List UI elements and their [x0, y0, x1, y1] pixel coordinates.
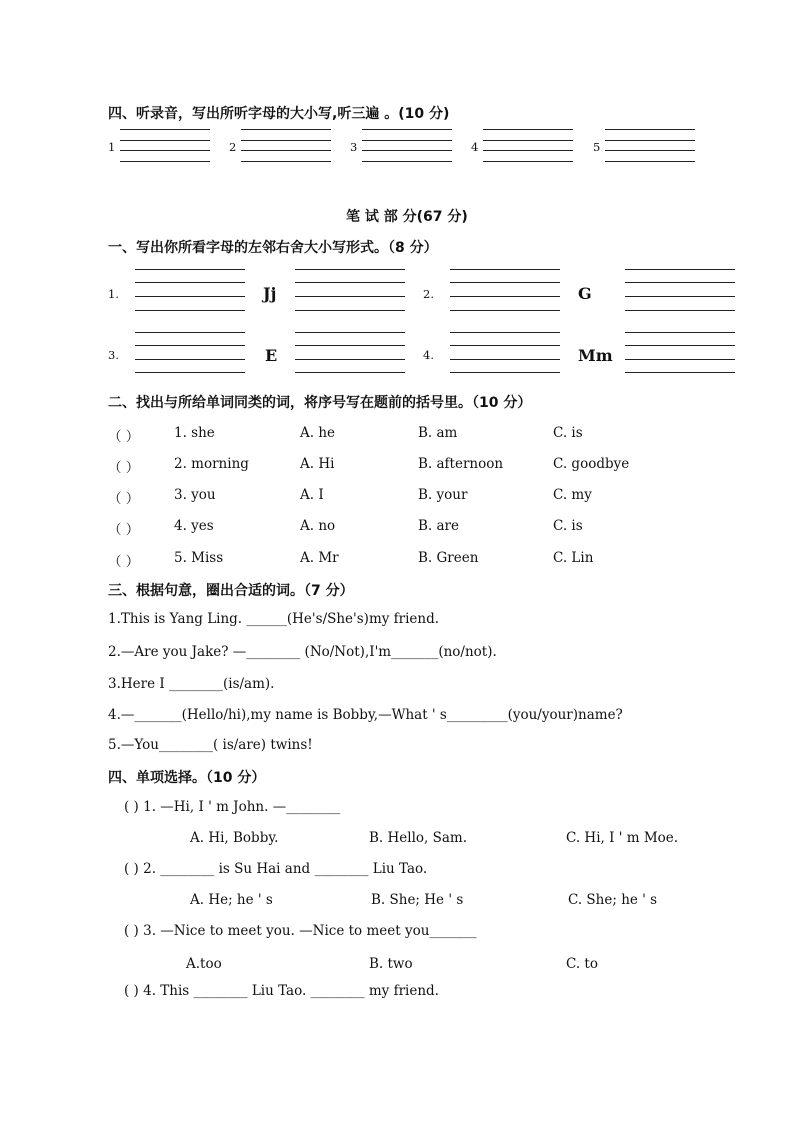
option-a: A. Hi, Bobby. [190, 830, 279, 846]
given-letter: E [265, 346, 278, 365]
option-c: C. is [553, 425, 583, 441]
mc-question: ( ) 2. ________ is Su Hai and ________ Liu Tao. [124, 861, 428, 877]
written-part-title: 笔 试 部 分(67 分) [346, 209, 468, 225]
option-a: A.too [186, 956, 222, 972]
listening-item-number: 4 [471, 140, 479, 154]
given-letter: Jj [263, 284, 277, 303]
option-b: B. She; He ' s [371, 892, 464, 908]
answer-bracket: （ ） [108, 429, 140, 445]
letter-item-number: 3. [108, 348, 119, 362]
mc-question: ( ) 4. This ________ Liu Tao. ________ my friend. [124, 983, 439, 999]
section1-heading: 一、写出你所看字母的左邻右舍大小写形式。（8 分） [108, 240, 438, 256]
option-c: C. to [566, 956, 598, 972]
option-b: B. Hello, Sam. [369, 830, 468, 846]
option-c: C. Hi, I ' m Moe. [566, 830, 679, 846]
option-b: B. two [369, 956, 413, 972]
option-a: A. He; he ' s [190, 892, 273, 908]
question-word: 3. you [174, 487, 216, 503]
option-c: C. my [553, 487, 592, 503]
listening-item-number: 1 [108, 140, 116, 154]
answer-bracket: （ ） [108, 460, 140, 476]
listening-item-number: 2 [229, 140, 237, 154]
option-b: B. your [418, 487, 468, 503]
question-word: 2. morning [174, 456, 249, 472]
letter-item-number: 1. [108, 287, 119, 301]
list-item: 2.—Are you Jake? —________ (No/Not),I'm_______(no/not). [108, 644, 497, 660]
listening-item-number: 5 [593, 140, 601, 154]
option-b: B. Green [418, 550, 479, 566]
option-c: C. goodbye [553, 456, 630, 472]
option-a: A. he [300, 425, 336, 441]
letter-item-number: 4. [423, 348, 434, 362]
option-b: B. are [418, 518, 459, 534]
given-letter: Mm [578, 346, 613, 365]
option-a: A. I [300, 487, 324, 503]
answer-bracket: （ ） [108, 522, 140, 538]
option-b: B. am [418, 425, 458, 441]
question-word: 4. yes [174, 518, 214, 534]
letter-item-number: 2. [423, 287, 434, 301]
list-item: 1.This is Yang Ling. ______(He's/She's)my friend. [108, 611, 440, 627]
question-word: 1. she [174, 425, 215, 441]
list-item: 3.Here I ________(is/am). [108, 676, 275, 692]
mc-question: ( ) 3. —Nice to meet you. —Nice to meet you_______ [124, 923, 477, 939]
section2-heading: 二、找出与所给单词同类的词，将序号写在题前的括号里。（10 分） [108, 395, 532, 411]
option-c: C. is [553, 518, 583, 534]
section3-heading: 三、根据句意，圈出合适的词。（7 分） [108, 583, 354, 599]
answer-bracket: （ ） [108, 491, 140, 507]
list-item: 4.—_______(Hello/hi),my name is Bobby,—What ' s_________(you/your)name? [108, 707, 623, 723]
option-a: A. Hi [300, 456, 335, 472]
option-b: B. afternoon [418, 456, 504, 472]
listening-section-heading: 四、听录音，写出所听字母的大小写,听三遍 。(10 分) [108, 106, 450, 122]
option-c: C. She; he ' s [568, 892, 658, 908]
list-item: 5.—You________( is/are) twins! [108, 737, 313, 753]
given-letter: G [578, 284, 592, 303]
question-word: 5. Miss [174, 550, 224, 566]
section4-heading: 四、单项选择。（10 分） [108, 770, 266, 786]
option-a: A. no [300, 518, 336, 534]
answer-bracket: （ ） [108, 554, 140, 570]
option-a: A. Mr [300, 550, 339, 566]
listening-item-number: 3 [350, 140, 358, 154]
option-c: C. Lin [553, 550, 594, 566]
mc-question: ( ) 1. —Hi, I ' m John. —________ [124, 799, 341, 815]
